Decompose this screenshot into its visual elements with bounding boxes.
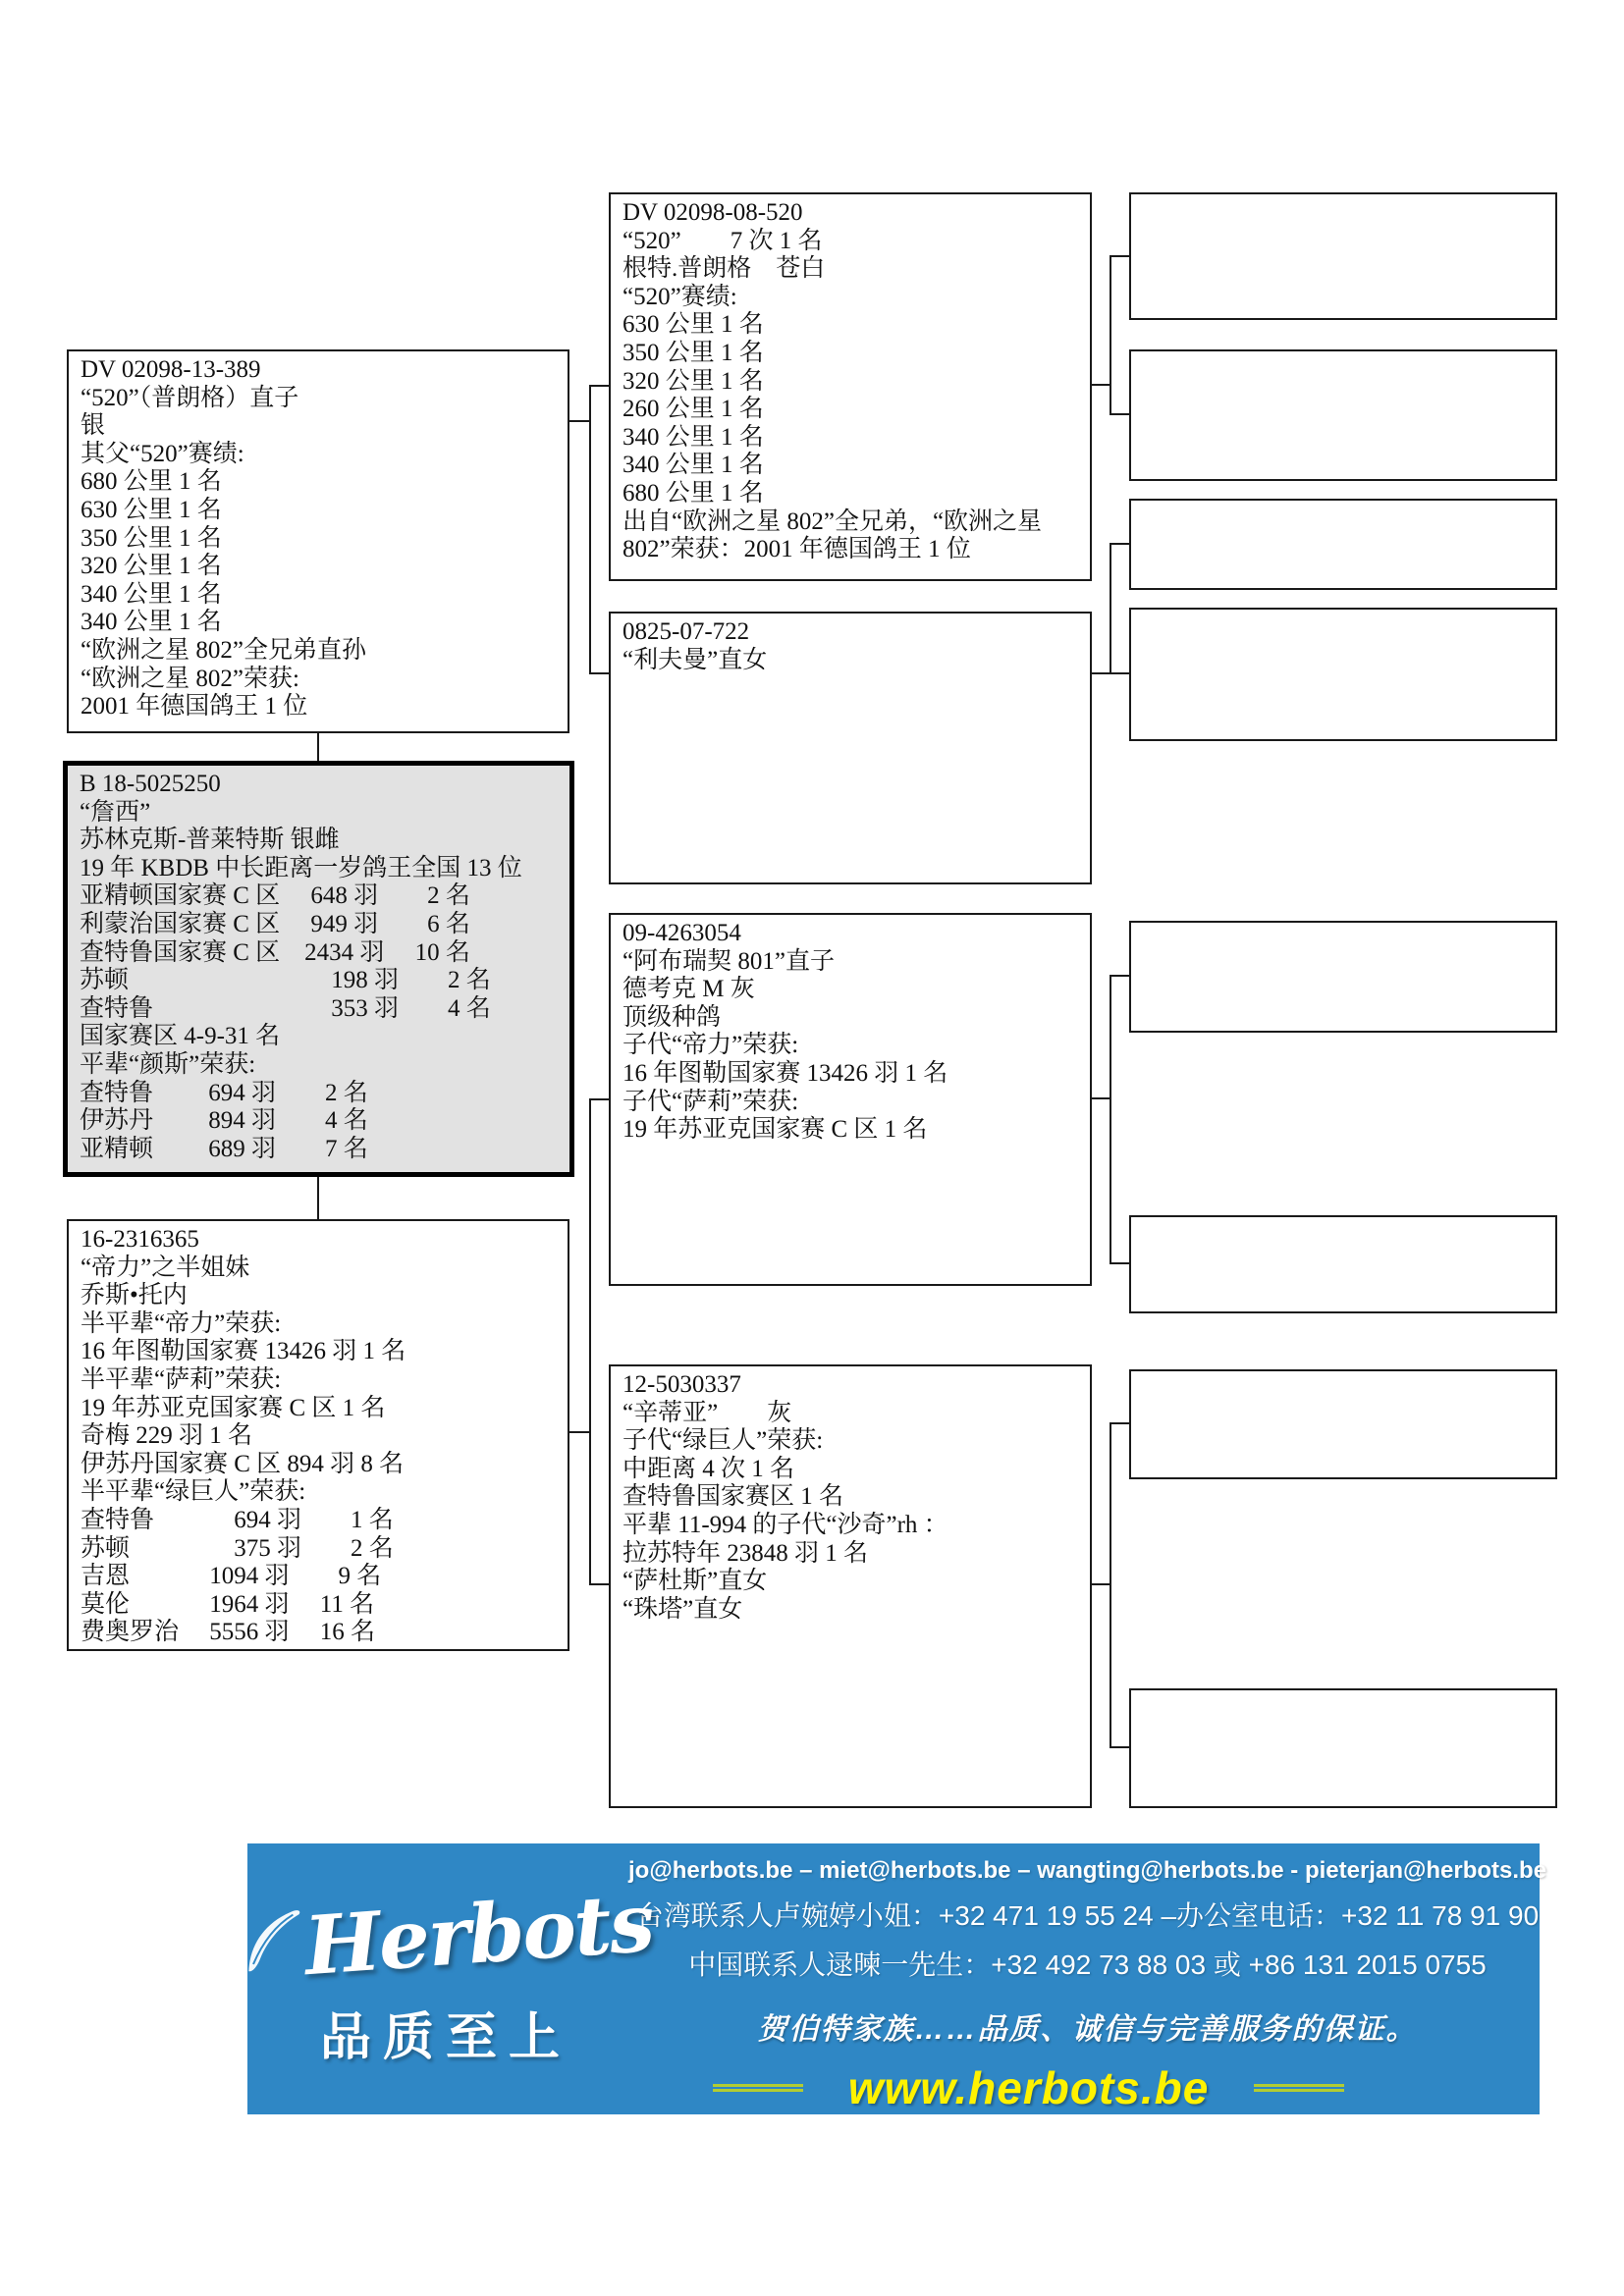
pedigree-text-line: 中距离 4 次 1 名 [623, 1455, 795, 1482]
pedigree-text-line: DV 02098-08-520 [623, 199, 803, 226]
logo-tagline: 品质至上 [319, 2008, 571, 2066]
connector-dam-dam-stub [1092, 1583, 1111, 1585]
pedigree-text-line: 平辈“颜斯”荣获: [80, 1050, 256, 1078]
pedigree-box-ggp-3 [1129, 499, 1557, 590]
connector-into-ggp-4 [1111, 672, 1129, 674]
pedigree-box-sire [67, 349, 569, 733]
pedigree-text-line: “珠塔”直女 [623, 1595, 743, 1623]
pedigree-text-line: 2001 年德国鸽王 1 位 [81, 693, 308, 721]
pedigree-text-line: 国家赛区 4-9-31 名 [80, 1023, 281, 1050]
pedigree-text-line: 16 年图勒国家赛 13426 羽 1 名 [623, 1059, 948, 1087]
pedigree-text-line: “帝力”之半姐妹 [81, 1254, 250, 1281]
connector-into-ggp-6 [1111, 1262, 1129, 1264]
banner-slogan: 贺伯特家族……品质、诚信与完善服务的保证。 [757, 2013, 1418, 2046]
pedigree-text-line: 半平辈“绿巨人”荣获: [81, 1478, 306, 1506]
pedigree-box-ggp-5 [1129, 921, 1557, 1033]
pedigree-text-line: 吉恩 1094 羽 9 名 [81, 1563, 382, 1590]
pedigree-text-line: 出自“欧洲之星 802”全兄弟，“欧洲之星 [623, 507, 1043, 535]
pedigree-text-line: 半平辈“帝力”荣获: [81, 1309, 282, 1337]
pedigree-text-line: 拉苏特年 23848 羽 1 名 [623, 1539, 869, 1567]
pedigree-box-dam-sire [609, 913, 1092, 1286]
pedigree-box-subject [63, 761, 574, 1177]
herbots-logo: Herbots [300, 1875, 656, 1994]
pedigree-text-line: 680 公里 1 名 [81, 468, 222, 496]
pedigree-text-line: 根特.普朗格 苍白 [623, 255, 826, 283]
pedigree-text-line: 银 [81, 412, 106, 440]
connector-sire-sire-stub [1092, 384, 1111, 386]
pedigree-text-line: “萨杜斯”直女 [623, 1568, 768, 1595]
connector-into-sire-dam [591, 672, 609, 674]
pedigree-text-line: 子代“绿巨人”荣获: [623, 1427, 824, 1455]
pedigree-text-line: 伊苏丹 894 羽 4 名 [80, 1107, 368, 1135]
connector-sire-subject [317, 732, 319, 763]
pedigree-box-ggp-8 [1129, 1688, 1557, 1808]
pedigree-text-line: 费奥罗治 5556 羽 16 名 [81, 1619, 376, 1646]
connector-into-dam-sire [591, 1098, 609, 1100]
pedigree-box-dam [67, 1219, 569, 1651]
pedigree-box-ggp-6 [1129, 1215, 1557, 1313]
pedigree-text-line: 0825-07-722 [623, 618, 750, 645]
pedigree-text-line: 16-2316365 [81, 1226, 199, 1253]
pedigree-text-line: “詹西” [80, 798, 151, 826]
connector-bracket-ggp-78 [1110, 1422, 1111, 1748]
pedigree-box-ggp-2 [1129, 349, 1557, 481]
pedigree-text-line: 顶级种鸽 [623, 1003, 722, 1031]
connector-dam-sire-stub [1092, 1097, 1111, 1099]
connector-into-ggp-2 [1111, 413, 1129, 415]
contact-emails[interactable]: jo@herbots.be – miet@herbots.be – wangting@herbots.be - pieterjan@herbots.be [628, 1857, 1547, 1884]
pedigree-text-line: 利蒙治国家赛 C 区 949 羽 6 名 [80, 910, 470, 937]
pedigree-text-line: DV 02098-13-389 [81, 356, 261, 383]
pedigree-text-line: “阿布瑞契 801”直子 [623, 947, 835, 975]
pedigree-text-line: 伊苏丹国家赛 C 区 894 羽 8 名 [81, 1450, 405, 1477]
connector-into-ggp-8 [1111, 1746, 1129, 1748]
connector-into-sire-sire [591, 385, 609, 387]
connector-sire-dam-stub [1092, 672, 1111, 674]
pedigree-box-dam-dam [609, 1364, 1092, 1808]
pedigree-text-line: 340 公里 1 名 [623, 452, 764, 479]
pedigree-text-line: “520”赛绩: [623, 283, 737, 310]
pedigree-text-line: 平辈 11-994 的子代“沙奇”rh ： [623, 1511, 948, 1538]
pedigree-text-line: 340 公里 1 名 [81, 580, 222, 608]
connector-bracket-ggp-12 [1110, 255, 1111, 415]
contact-taiwan: 台湾联系人卢婉婷小姐：+32 471 19 55 24 –办公室电话：+32 11 78 91 90 [635, 1900, 1540, 1931]
pedigree-text-line: “辛蒂亚” 灰 [623, 1399, 792, 1426]
pedigree-text-line: 680 公里 1 名 [623, 479, 764, 507]
pedigree-text-line: 350 公里 1 名 [81, 524, 222, 552]
pedigree-text-line: 莫伦 1964 羽 11 名 [81, 1590, 375, 1618]
pedigree-text-line: 查特鲁 694 羽 1 名 [81, 1506, 394, 1533]
pedigree-text-line: 12-5030337 [623, 1371, 741, 1398]
pedigree-text-line: 苏顿 198 羽 2 名 [80, 967, 491, 994]
pedigree-text-line: 子代“萨莉”荣获: [623, 1088, 799, 1115]
pedigree-text-line: “欧洲之星 802”荣获: [81, 665, 299, 692]
pedigree-box-sire-sire [609, 192, 1092, 581]
connector-dam-stub [569, 1431, 591, 1433]
connector-into-ggp-1 [1111, 255, 1129, 257]
pedigree-text-line: 其父“520”赛绩: [81, 440, 244, 467]
pedigree-text-line: “520” 7 次 1 名 [623, 227, 823, 254]
pedigree-text-line: 320 公里 1 名 [81, 553, 222, 580]
pedigree-text-line: 德考克 M 灰 [623, 976, 755, 1003]
pedigree-text-line: “520”（普朗格）直子 [81, 384, 299, 411]
pedigree-text-line: 半平辈“萨莉”荣获: [81, 1365, 282, 1393]
pedigree-text-line: 260 公里 1 名 [623, 396, 764, 423]
pedigree-text-line: 亚精顿国家赛 C 区 648 羽 2 名 [80, 882, 470, 910]
pedigree-text-line: 630 公里 1 名 [81, 496, 222, 523]
divider-line-right [1254, 2084, 1344, 2092]
connector-into-dam-dam [591, 1583, 609, 1585]
pedigree-box-ggp-7 [1129, 1369, 1557, 1479]
connector-bracket-ggp-34 [1110, 543, 1111, 674]
pedigree-box-ggp-4 [1129, 608, 1557, 741]
website-link[interactable]: www.herbots.be [847, 2062, 1210, 2113]
pedigree-text-line: B 18-5025250 [80, 771, 221, 797]
pedigree-text-line: “欧洲之星 802”全兄弟直孙 [81, 636, 366, 664]
pedigree-text-line: 320 公里 1 名 [623, 367, 764, 395]
connector-into-ggp-7 [1111, 1422, 1129, 1424]
pedigree-text-line: 查特鲁国家赛 C 区 2434 羽 10 名 [80, 938, 470, 966]
pedigree-text-line: 19 年苏亚克国家赛 C 区 1 名 [623, 1116, 928, 1144]
pedigree-text-line: 苏顿 375 羽 2 名 [81, 1534, 394, 1562]
connector-bracket-ggp-56 [1110, 975, 1111, 1264]
pedigree-text-line: 19 年苏亚克国家赛 C 区 1 名 [81, 1394, 386, 1421]
pedigree-text-line: 子代“帝力”荣获: [623, 1032, 799, 1059]
banner-contact-block [628, 1853, 1547, 2113]
pedigree-text-line: 630 公里 1 名 [623, 311, 764, 339]
banner-logo-block [263, 1853, 656, 2103]
divider-line-left [713, 2084, 803, 2092]
pedigree-text-line: 350 公里 1 名 [623, 339, 764, 366]
connector-dam-bracket [589, 1098, 591, 1585]
pedigree-text-line: 340 公里 1 名 [623, 423, 764, 451]
pedigree-text-line: 16 年图勒国家赛 13426 羽 1 名 [81, 1338, 406, 1365]
connector-into-ggp-5 [1111, 975, 1129, 977]
pedigree-text-line: “利夫曼”直女 [623, 646, 768, 673]
pedigree-text-line: 340 公里 1 名 [81, 609, 222, 636]
connector-sire-bracket [589, 385, 591, 674]
connector-into-ggp-3 [1111, 543, 1129, 545]
pedigree-text-line: 查特鲁国家赛区 1 名 [623, 1483, 844, 1511]
pedigree-text-line: 乔斯•托内 [81, 1282, 188, 1309]
pedigree-box-ggp-1 [1129, 192, 1557, 320]
pedigree-text-line: 苏林克斯-普莱特斯 银雌 [80, 827, 340, 854]
pedigree-box-sire-dam [609, 612, 1092, 884]
pedigree-text-line: 19 年 KBDB 中长距离一岁鸽王全国 13 位 [80, 854, 522, 881]
herbots-banner [247, 1843, 1547, 2114]
contact-china: 中国联系人逯暕一先生：+32 492 73 88 03 或 +86 131 2015 0755 [688, 1949, 1487, 1980]
connector-sire-stub [569, 420, 591, 422]
pedigree-text-line: 查特鲁 694 羽 2 名 [80, 1079, 368, 1106]
pedigree-text-line: 09-4263054 [623, 920, 741, 946]
pedigree-text-line: 亚精顿 689 羽 7 名 [80, 1135, 368, 1162]
connector-subject-dam [317, 1177, 319, 1219]
pedigree-text-line: 奇梅 229 羽 1 名 [81, 1422, 253, 1450]
pedigree-text-line: 查特鲁 353 羽 4 名 [80, 994, 491, 1022]
pedigree-text-line: 802”荣获：2001 年德国鸽王 1 位 [623, 536, 971, 563]
website-row [713, 2061, 1345, 2114]
